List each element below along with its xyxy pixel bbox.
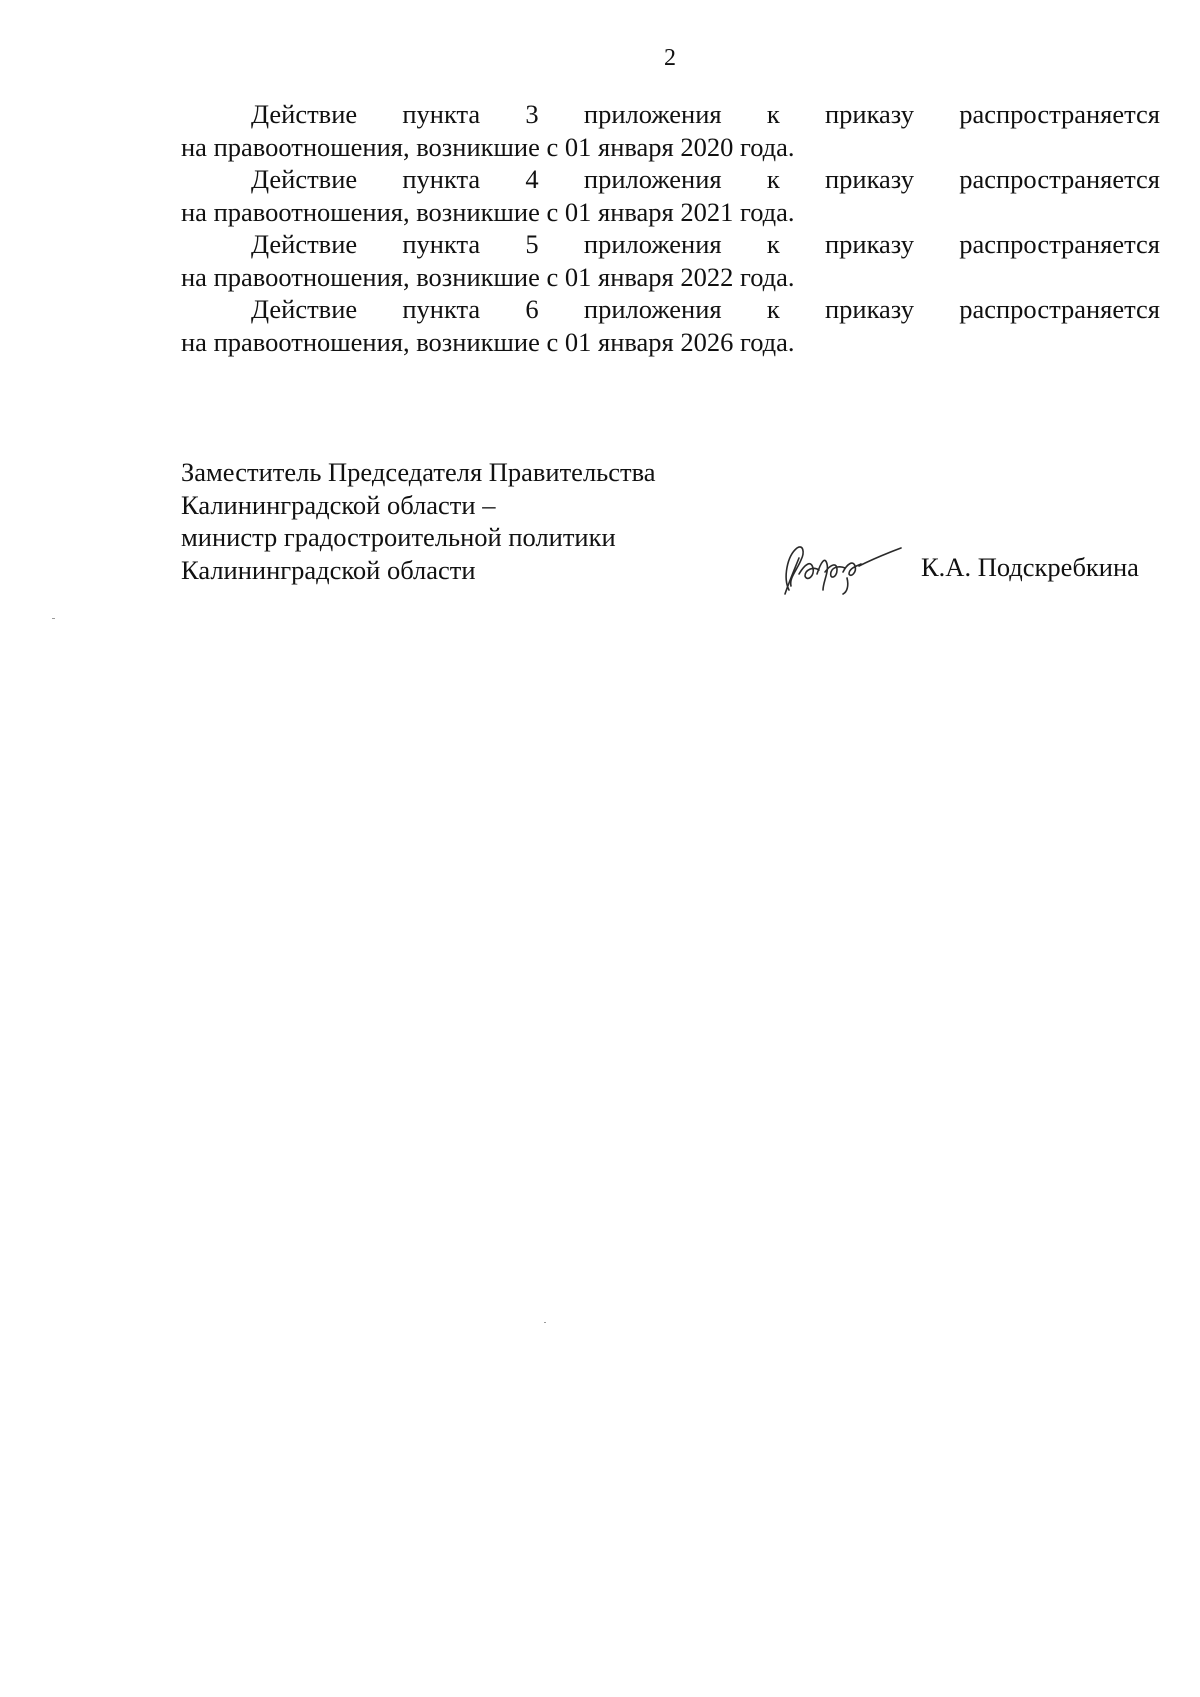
page-number: 2 [664, 45, 676, 71]
paragraph-line: на правоотношения, возникшие с 01 января 2026 года. [181, 326, 795, 357]
paragraph [181, 98, 1160, 163]
paragraph-line: на правоотношения, возникшие с 01 января 2022 года. [181, 261, 795, 292]
signatory-position-line: Калининградской области [181, 554, 476, 585]
paragraph-line: Действие пункта 3 приложения к приказу распространяется [251, 99, 1160, 129]
paragraph-line: Действие пункта 5 приложения к приказу распространяется [251, 229, 1160, 259]
paragraph [181, 163, 1160, 228]
document-body [181, 98, 1160, 358]
signatory-position [181, 456, 741, 586]
signatory-position-line: Калининградской области – [181, 489, 496, 520]
scan-artifact [544, 1322, 546, 1323]
paragraph-line: Действие пункта 6 приложения к приказу распространяется [251, 294, 1160, 324]
paragraph-line: на правоотношения, возникшие с 01 января 2021 года. [181, 196, 795, 227]
paragraph-line: на правоотношения, возникшие с 01 января 2020 года. [181, 131, 795, 162]
paragraph [181, 228, 1160, 293]
paragraph-line: Действие пункта 4 приложения к приказу распространяется [251, 164, 1160, 194]
paragraph [181, 293, 1160, 358]
scan-artifact [52, 618, 55, 619]
signatory-name: К.А. Подскребкина [921, 552, 1139, 582]
handwritten-signature-icon [775, 538, 905, 600]
signatory-position-line: Заместитель Председателя Правительства [181, 457, 656, 487]
signatory-position-line: министр градостроительной политики [181, 522, 616, 552]
